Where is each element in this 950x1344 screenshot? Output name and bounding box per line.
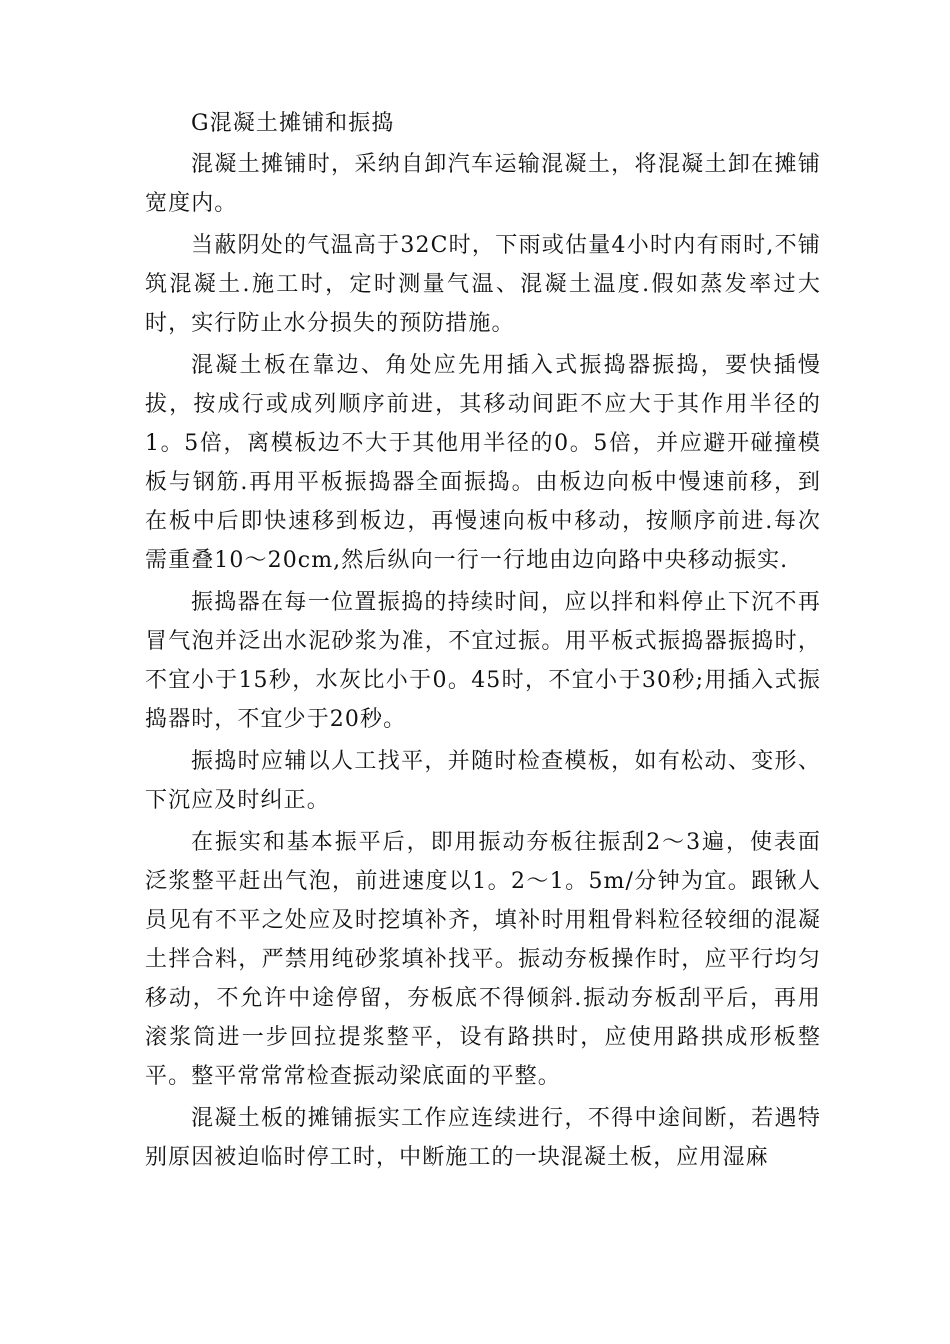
paragraph-1: 混凝土摊铺时，采纳自卸汽车运输混凝土，将混凝土卸在摊铺宽度内。 [145,152,821,216]
paragraph-6: 在振实和基本振平后，即用振动夯板往振刮2〜3遍，使表面泛浆整平赶出气泡，前进速度以1。2〜1。5m/分钟为宜。跟锹人员见有不平之处应及时挖填补齐，填补时用粗骨料粒径较细的混凝土拌合料，严禁用纯砂浆填补找平。振动夯板操作时，应平行均匀移动，不允许中途停留，夯板底不得倾斜.振动夯板刮平后，再用滚浆筒进一步回拉提浆整平，设有路拱时，应使用路拱成形板整平。整平常常常检查振动梁底面的平整。 [145,830,821,1089]
paragraph-2: 当蔽阴处的气温高于32C时，下雨或估量4小时内有雨时,不铺筑混凝土.施工时，定时测量气温、混凝土温度.假如蒸发率过大时，实行防止水分损失的预防措施。 [145,233,821,336]
paragraph-4: 振捣器在每一位置振捣的持续时间，应以拌和料停止下沉不再冒气泡并泛出水泥砂浆为准，不宜过振。用平板式振捣器振捣时，不宜小于15秒，水灰比小于0。45时，不宜小于30秒;用插入式振捣器时，不宜少于20秒。 [145,590,821,732]
paragraph-7: 混凝土板的摊铺振实工作应连续进行，不得中途间断，若遇特别原因被迫临时停工时，中断施工的一块混凝土板，应用湿麻 [145,1106,821,1170]
document-body [145,102,821,1180]
paragraph-3: 混凝土板在靠边、角处应先用插入式振捣器振捣，要快插慢拔，按成行或成列顺序前进，其移动间距不应大于其作用半径的1。5倍，离模板边不大于其他用半径的0。5倍，并应避开碰撞模板与钢筋.再用平板振捣器全面振捣。由板边向板中慢速前移，到在板中后即快速移到板边，再慢速向板中移动，按顺序前进.每次需重叠10〜20cm,然后纵向一行一行地由边向路中央移动振实. [145,353,821,573]
section-heading: G混凝土摊铺和振捣 [191,111,395,136]
paragraph-5: 振捣时应辅以人工找平，并随时检查模板，如有松动、变形、下沉应及时纠正。 [145,749,821,813]
